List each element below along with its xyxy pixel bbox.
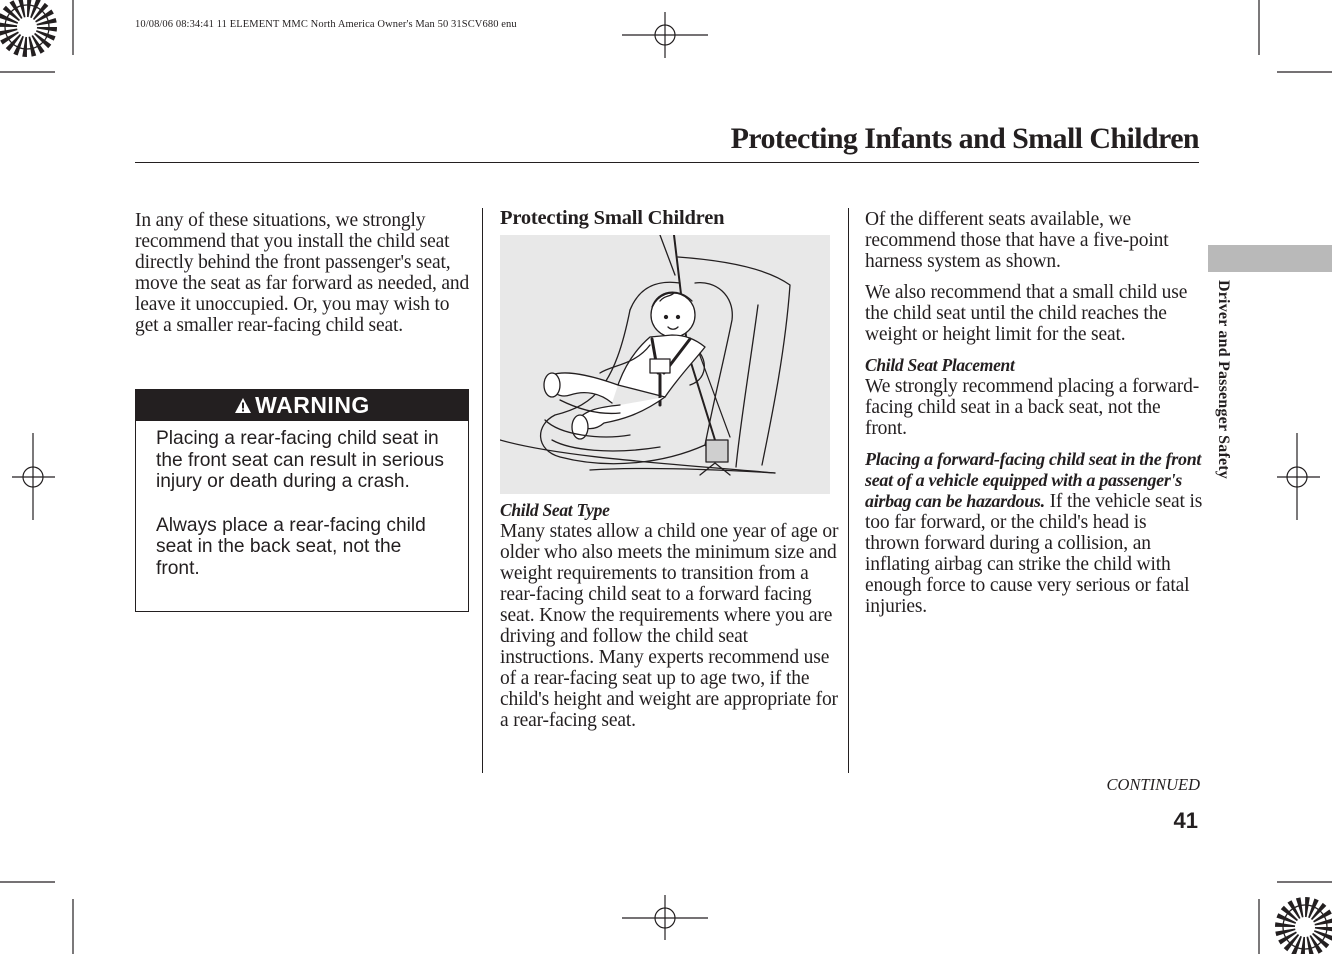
left-column [135,210,475,336]
warning-paragraph: Placing a rear-facing child seat in the front seat can result in serious injury or death during a crash. [156,428,444,492]
right-column [865,209,1205,617]
section-side-label-text: Driver and Passenger Safety [1215,280,1232,480]
warning-body [136,421,468,579]
warning-triangle-icon [234,397,252,414]
registration-mark-bottom [622,895,708,940]
paragraph-harness: Of the different seats available, we recommend those that have a five-point harness system as shown. [865,209,1169,272]
page-number: 41 [1173,808,1198,833]
middle-column [500,208,840,731]
warning-paragraph: Always place a rear-facing child seat in the back seat, not the front. [156,514,426,579]
section-side-label [1210,280,1232,510]
column-divider [482,208,483,773]
continued-label: CONTINUED [1106,775,1200,794]
subheading-child-seat-placement: Child Seat Placement [865,355,1015,375]
hazard-text: If the vehicle seat is too far forward, or the child's head is thrown forward during a collision, an inflating airbag can strike the child with enough force to cause very serious or fatal injuries. [865,491,1203,617]
intro-paragraph: In any of these situations, we strongly recommend that you install the child seat directly behind the front passenger's seat, move the seat as far forward as needed, and leave it unoccupied. Or, you may wish to get a smaller rear-facing child seat. [135,210,470,336]
warning-box [135,389,469,612]
child-seat-type-paragraph: Many states allow a child one year of age or older who also meets the minimum size and weight requirements to transition from a rear-facing child seat to a forward facing seat. Know the requirements where you are driving and follow the child seat instructions. Many experts recommend use of a rear-facing seat up to age two, if the child's height and weight are appropriate for a rear-facing seat. [500,521,839,731]
starburst-mark-top-left [5,5,49,49]
page-title: Protecting Infants and Small Children [730,122,1199,155]
registration-mark-left [12,433,55,520]
hazard-paragraph [865,449,1205,617]
registration-mark-right [1277,433,1320,520]
subheading-child-seat-type: Child Seat Type [500,500,610,520]
placement-paragraph: We strongly recommend placing a forward-facing child seat in a back seat, not the front. [865,376,1200,439]
child-seat-illustration [500,235,830,494]
column-divider [848,208,849,773]
starburst-mark-bottom-right [1283,905,1327,949]
section-heading: Protecting Small Children [500,207,725,229]
print-slug-line: 10/08/06 08:34:41 11 ELEMENT MMC North America Owner's Man 50 31SCV680 enu [135,19,517,30]
hazard-lead-in: Placing a forward-facing child seat in the front seat of a vehicle equipped with a passenger's airbag can be hazardous. [865,449,1202,511]
warning-header [136,390,468,421]
registration-mark-top [622,12,708,58]
section-thumb-tab [1208,245,1332,272]
warning-label: WARNING [255,392,370,418]
paragraph-small-child: We also recommend that a small child use the child seat until the child reaches the weight or height limit for the seat. [865,282,1188,345]
title-rule [135,162,1199,163]
